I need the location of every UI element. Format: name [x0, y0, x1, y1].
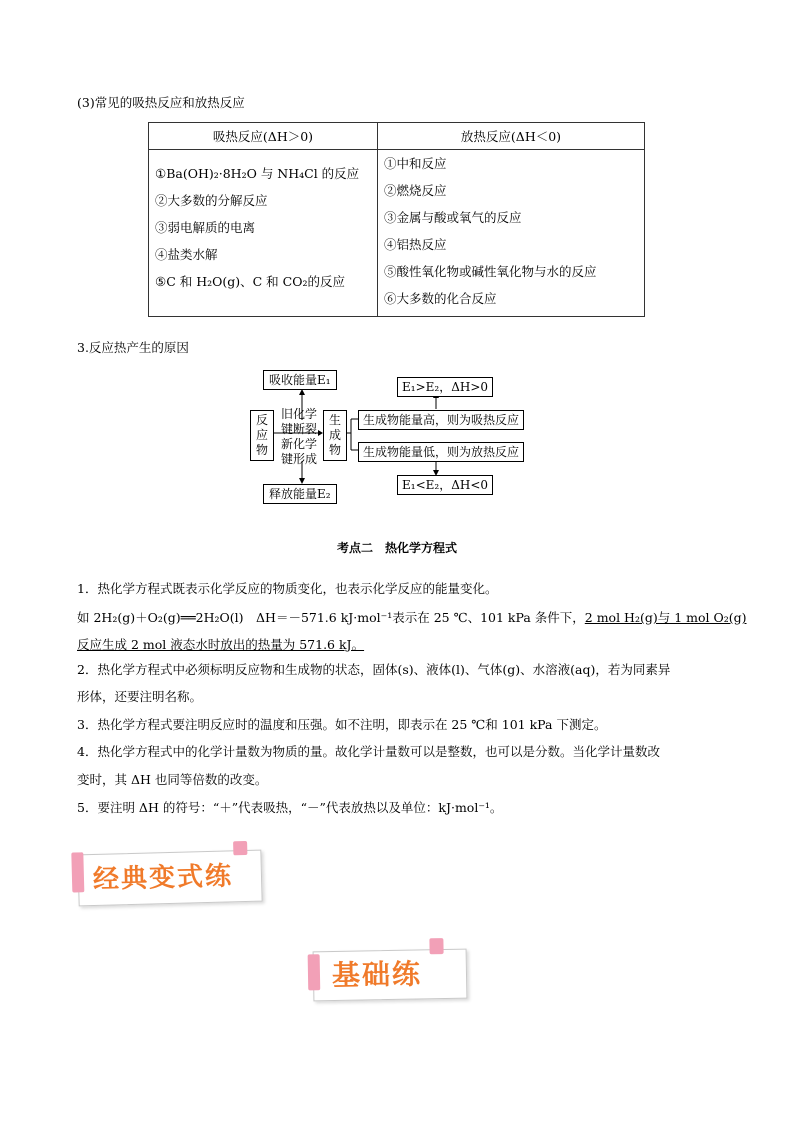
- point-1-example: [77, 609, 747, 627]
- list-item: ②燃烧反应: [384, 183, 447, 198]
- basic-badge-label: 基础练: [331, 957, 423, 993]
- point-1-example-underlined: 2 mol H₂(g)与 1 mol O₂(g): [584, 610, 747, 625]
- point-2: 2．热化学方程式中必须标明反应物和生成物的状态，固体(s)、液体(l)、气体(g)、水溶液(aq)，若为同素异: [77, 662, 671, 677]
- basic-badge: [313, 949, 468, 1002]
- bond-break-label: 旧化学键断裂: [280, 407, 317, 436]
- list-item: ③金属与酸或氧气的反应: [384, 210, 522, 225]
- list-item: ⑥大多数的化合反应: [384, 291, 497, 306]
- header-endothermic: 吸热反应(ΔH＞0): [149, 123, 378, 150]
- point-4: 4．热化学方程式中的化学计量数为物质的量。故化学计量数可以是整数，也可以是分数。当化学计量数改: [77, 744, 660, 759]
- list-item: ④盐类水解: [155, 247, 218, 262]
- section-heading: 考点二 热化学方程式: [336, 541, 457, 555]
- endothermic-condition-box: E₁>E₂，ΔH>0: [397, 377, 493, 397]
- section-title: (3)常见的吸热反应和放热反应: [77, 95, 245, 110]
- point-1-example-cont: 反应生成 2 mol 液态水时放出的热量为 571.6 kJ。: [77, 637, 365, 652]
- point-1: 1．热化学方程式既表示化学反应的物质变化，也表示化学反应的能量变化。: [77, 581, 498, 596]
- practice-badge-label: 经典变式练: [92, 861, 234, 896]
- clip-icon: [233, 841, 247, 855]
- endothermic-list: [149, 150, 378, 317]
- ribbon-icon: [71, 852, 84, 892]
- point-4-cont: 变时，其 ΔH 也同等倍数的改变。: [77, 772, 268, 787]
- list-item: ④铝热反应: [384, 237, 447, 252]
- list-item: ①中和反应: [384, 156, 447, 171]
- reactant-box: 反应物: [250, 410, 274, 461]
- list-item: ③弱电解质的电离: [155, 220, 256, 235]
- ribbon-icon: [308, 954, 321, 990]
- list-item: ⑤C 和 H₂O(g)、C 和 CO₂的反应: [155, 274, 345, 289]
- list-item: ⑤酸性氧化物或碱性氧化物与水的反应: [384, 264, 597, 279]
- bond-form-label: 新化学键形成: [280, 437, 317, 466]
- cause-title: 3.反应热产生的原因: [77, 340, 189, 355]
- point-1-example-text: 如 2H₂(g)＋O₂(g)══2H₂O(l) ΔH＝－571.6 kJ·mol⁻¹表示在 25 ℃、101 kPa 条件下，: [77, 610, 585, 625]
- practice-badge: [77, 850, 262, 907]
- absorb-energy-box: 吸收能量E₁: [263, 370, 337, 390]
- exothermic-outcome-box: 生成物能量低，则为放热反应: [358, 442, 524, 462]
- clip-icon: [429, 938, 443, 954]
- point-3: 3．热化学方程式要注明反应时的温度和压强。如不注明，即表示在 25 ℃和 101 kPa 下测定。: [77, 717, 607, 732]
- header-exothermic: 放热反应(ΔH＜0): [378, 123, 645, 150]
- point-5: 5．要注明 ΔH 的符号：“＋”代表吸热，“－”代表放热以及单位：kJ·mol⁻¹。: [77, 800, 503, 815]
- list-item: ②大多数的分解反应: [155, 193, 268, 208]
- product-box: 生成物: [323, 410, 347, 461]
- release-energy-box: 释放能量E₂: [263, 484, 337, 504]
- list-item: ①Ba(OH)₂·8H₂O 与 NH₄Cl 的反应: [155, 166, 360, 181]
- reaction-table: [148, 122, 645, 317]
- endothermic-outcome-box: 生成物能量高，则为吸热反应: [358, 410, 524, 430]
- exothermic-list: [378, 150, 645, 317]
- exothermic-condition-box: E₁<E₂，ΔH<0: [397, 475, 493, 495]
- point-2-cont: 形体，还要注明名称。: [77, 689, 203, 704]
